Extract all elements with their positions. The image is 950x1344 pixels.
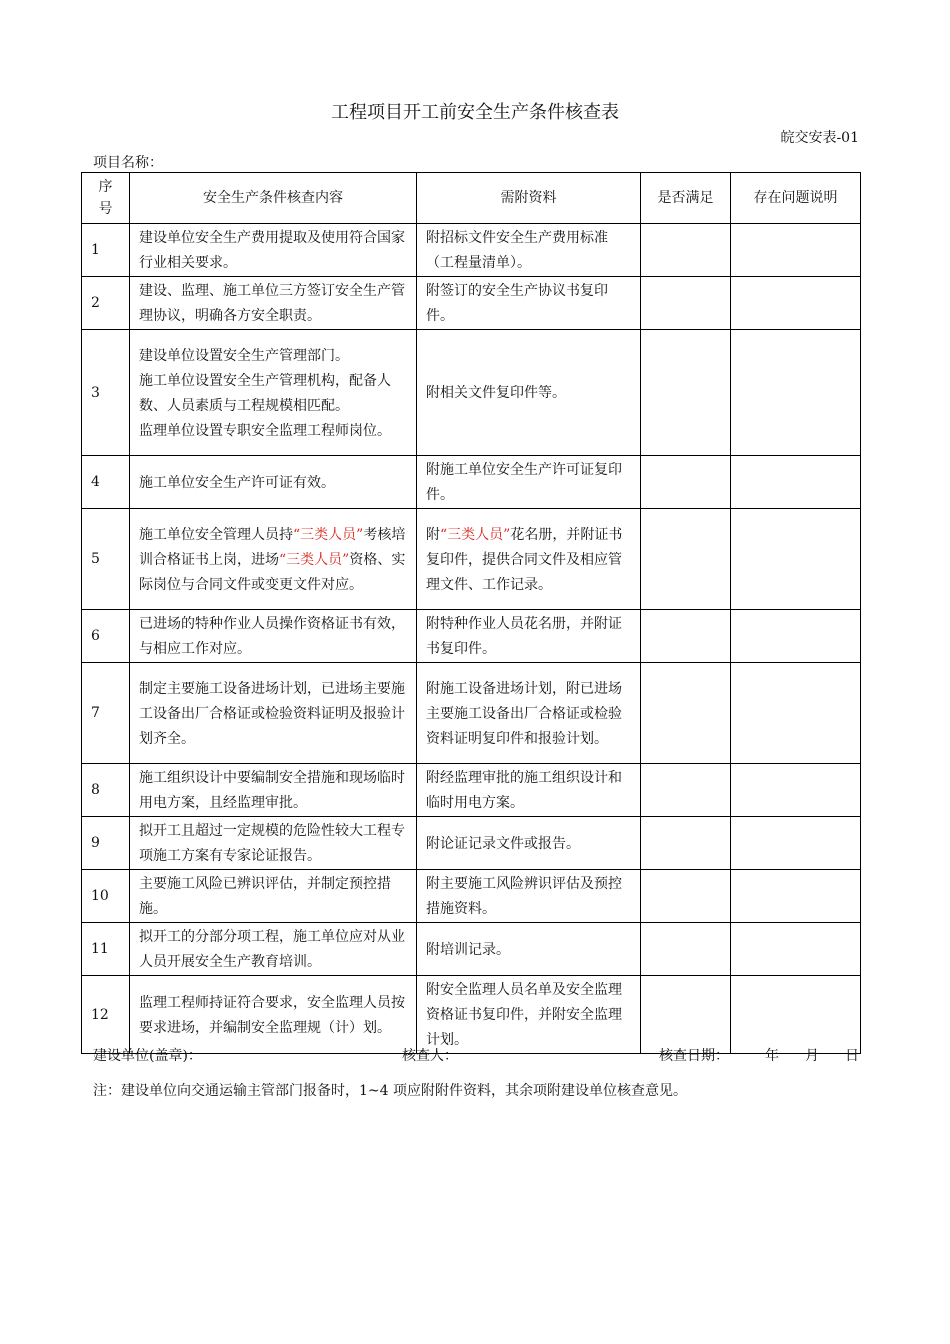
table-row (82, 663, 861, 764)
row-issues-cell[interactable] (731, 277, 861, 330)
row-number: 8 (82, 764, 130, 817)
header-no-text: 序号 (98, 179, 113, 217)
row-materials: 附签订的安全生产协议书复印件。 (417, 277, 641, 330)
row-materials: 附安全监理人员名单及安全监理资格证书复印件，并附安全监理计划。 (417, 976, 641, 1054)
table-row (82, 764, 861, 817)
row-materials: 附施工设备进场计划，附已进场主要施工设备出厂合格证或检验资料证明复印件和报验计划。 (417, 663, 641, 764)
table-header-row (82, 173, 861, 224)
row-satisfied-cell[interactable] (641, 663, 731, 764)
row-content: 建设、监理、施工单位三方签订安全生产管理协议，明确各方安全职责。 (130, 277, 417, 330)
highlight-term: “三类人员” (440, 526, 511, 543)
row-number: 6 (82, 610, 130, 663)
row-materials: 附招标文件安全生产费用标准（工程量清单）。 (417, 224, 641, 277)
date-day: 日 (845, 1048, 859, 1064)
content-text: 施工单位安全管理人员持 (139, 526, 293, 543)
row-materials: 附培训记录。 (417, 923, 641, 976)
row-number: 4 (82, 456, 130, 509)
page-title: 工程项目开工前安全生产条件核查表 (331, 102, 619, 123)
table-row (82, 610, 861, 663)
header-content: 安全生产条件核查内容 (130, 173, 417, 224)
table-row (82, 817, 861, 870)
row-content (130, 330, 417, 456)
form-code: 皖交安表-01 (780, 130, 859, 146)
table-row (82, 509, 861, 610)
row-materials: 附经监理审批的施工组织设计和临时用电方案。 (417, 764, 641, 817)
row-issues-cell[interactable] (731, 509, 861, 610)
row-satisfied-cell[interactable] (641, 509, 731, 610)
checklist-table (81, 172, 861, 1054)
row-content: 拟开工的分部分项工程，施工单位应对从业人员开展安全生产教育培训。 (130, 923, 417, 976)
row-content: 监理工程师持证符合要求，安全监理人员按要求进场，并编制安全监理规（计）划。 (130, 976, 417, 1054)
row-satisfied-cell[interactable] (641, 870, 731, 923)
row-content: 拟开工且超过一定规模的危险性较大工程专项施工方案有专家论证报告。 (130, 817, 417, 870)
row-satisfied-cell[interactable] (641, 330, 731, 456)
signature-footer (93, 1045, 860, 1065)
row-materials (417, 509, 641, 610)
table-row (82, 976, 861, 1054)
project-name-label: 项目名称： (93, 155, 163, 171)
row-issues-cell[interactable] (731, 764, 861, 817)
builder-seal-label: 建设单位(盖章)： (93, 1048, 202, 1064)
materials-text: 附 (426, 526, 440, 543)
header-no (82, 173, 130, 224)
content-line: 建设单位设置安全生产管理部门。 (139, 347, 349, 364)
row-number: 10 (82, 870, 130, 923)
highlight-term: “三类人员” (279, 551, 350, 568)
table-row (82, 923, 861, 976)
row-satisfied-cell[interactable] (641, 764, 731, 817)
content-line: 监理单位设置专职安全监理工程师岗位。 (139, 422, 391, 439)
row-issues-cell[interactable] (731, 224, 861, 277)
row-materials: 附主要施工风险辨识评估及预控措施资料。 (417, 870, 641, 923)
row-number: 3 (82, 330, 130, 456)
row-issues-cell[interactable] (731, 456, 861, 509)
row-number: 12 (82, 976, 130, 1054)
table-row (82, 277, 861, 330)
table-row (82, 330, 861, 456)
row-content: 施工单位安全生产许可证有效。 (130, 456, 417, 509)
row-number: 2 (82, 277, 130, 330)
materials-text: 花名册，并附证书复印件，提供合同文件及相应管理文件、工作记录。 (426, 526, 623, 593)
row-materials: 附相关文件复印件等。 (417, 330, 641, 456)
table-row (82, 456, 861, 509)
table-row (82, 224, 861, 277)
row-content: 已进场的特种作业人员操作资格证书有效，与相应工作对应。 (130, 610, 417, 663)
header-materials: 需附资料 (417, 173, 641, 224)
check-date-label: 核查日期： (659, 1048, 729, 1064)
row-content: 施工组织设计中要编制安全措施和现场临时用电方案，且经监理审批。 (130, 764, 417, 817)
row-number: 11 (82, 923, 130, 976)
header-issues: 存在问题说明 (731, 173, 861, 224)
row-materials: 附论证记录文件或报告。 (417, 817, 641, 870)
date-month: 月 (805, 1048, 819, 1064)
row-satisfied-cell[interactable] (641, 277, 731, 330)
row-content: 建设单位安全生产费用提取及使用符合国家行业相关要求。 (130, 224, 417, 277)
date-year: 年 (765, 1048, 779, 1064)
row-issues-cell[interactable] (731, 976, 861, 1054)
row-satisfied-cell[interactable] (641, 610, 731, 663)
content-text: 资格、实际岗位与合同文件或变更文件对应。 (139, 551, 406, 593)
row-materials: 附特种作业人员花名册，并附证书复印件。 (417, 610, 641, 663)
row-satisfied-cell[interactable] (641, 817, 731, 870)
content-text: 考核培训合格证书上岗，进场 (139, 526, 406, 568)
row-satisfied-cell[interactable] (641, 224, 731, 277)
highlight-term: “三类人员” (293, 526, 364, 543)
row-satisfied-cell[interactable] (641, 923, 731, 976)
row-issues-cell[interactable] (731, 870, 861, 923)
row-issues-cell[interactable] (731, 663, 861, 764)
row-issues-cell[interactable] (731, 610, 861, 663)
row-materials: 附施工单位安全生产许可证复印件。 (417, 456, 641, 509)
row-number: 1 (82, 224, 130, 277)
row-number: 5 (82, 509, 130, 610)
row-number: 7 (82, 663, 130, 764)
footnote: 注：建设单位向交通运输主管部门报备时，1~4 项应附附件资料，其余项附建设单位核查意见。 (93, 1083, 687, 1099)
row-satisfied-cell[interactable] (641, 976, 731, 1054)
content-line: 施工单位设置安全生产管理机构，配备人数、人员素质与工程规模相匹配。 (139, 372, 391, 414)
row-issues-cell[interactable] (731, 330, 861, 456)
header-satisfied: 是否满足 (641, 173, 731, 224)
checker-label: 核查人： (402, 1048, 458, 1064)
row-satisfied-cell[interactable] (641, 456, 731, 509)
table-row (82, 870, 861, 923)
row-content: 主要施工风险已辨识评估，并制定预控措施。 (130, 870, 417, 923)
row-number: 9 (82, 817, 130, 870)
row-content (130, 509, 417, 610)
row-issues-cell[interactable] (731, 817, 861, 870)
row-content: 制定主要施工设备进场计划，已进场主要施工设备出厂合格证或检验资料证明及报验计划齐全。 (130, 663, 417, 764)
row-issues-cell[interactable] (731, 923, 861, 976)
